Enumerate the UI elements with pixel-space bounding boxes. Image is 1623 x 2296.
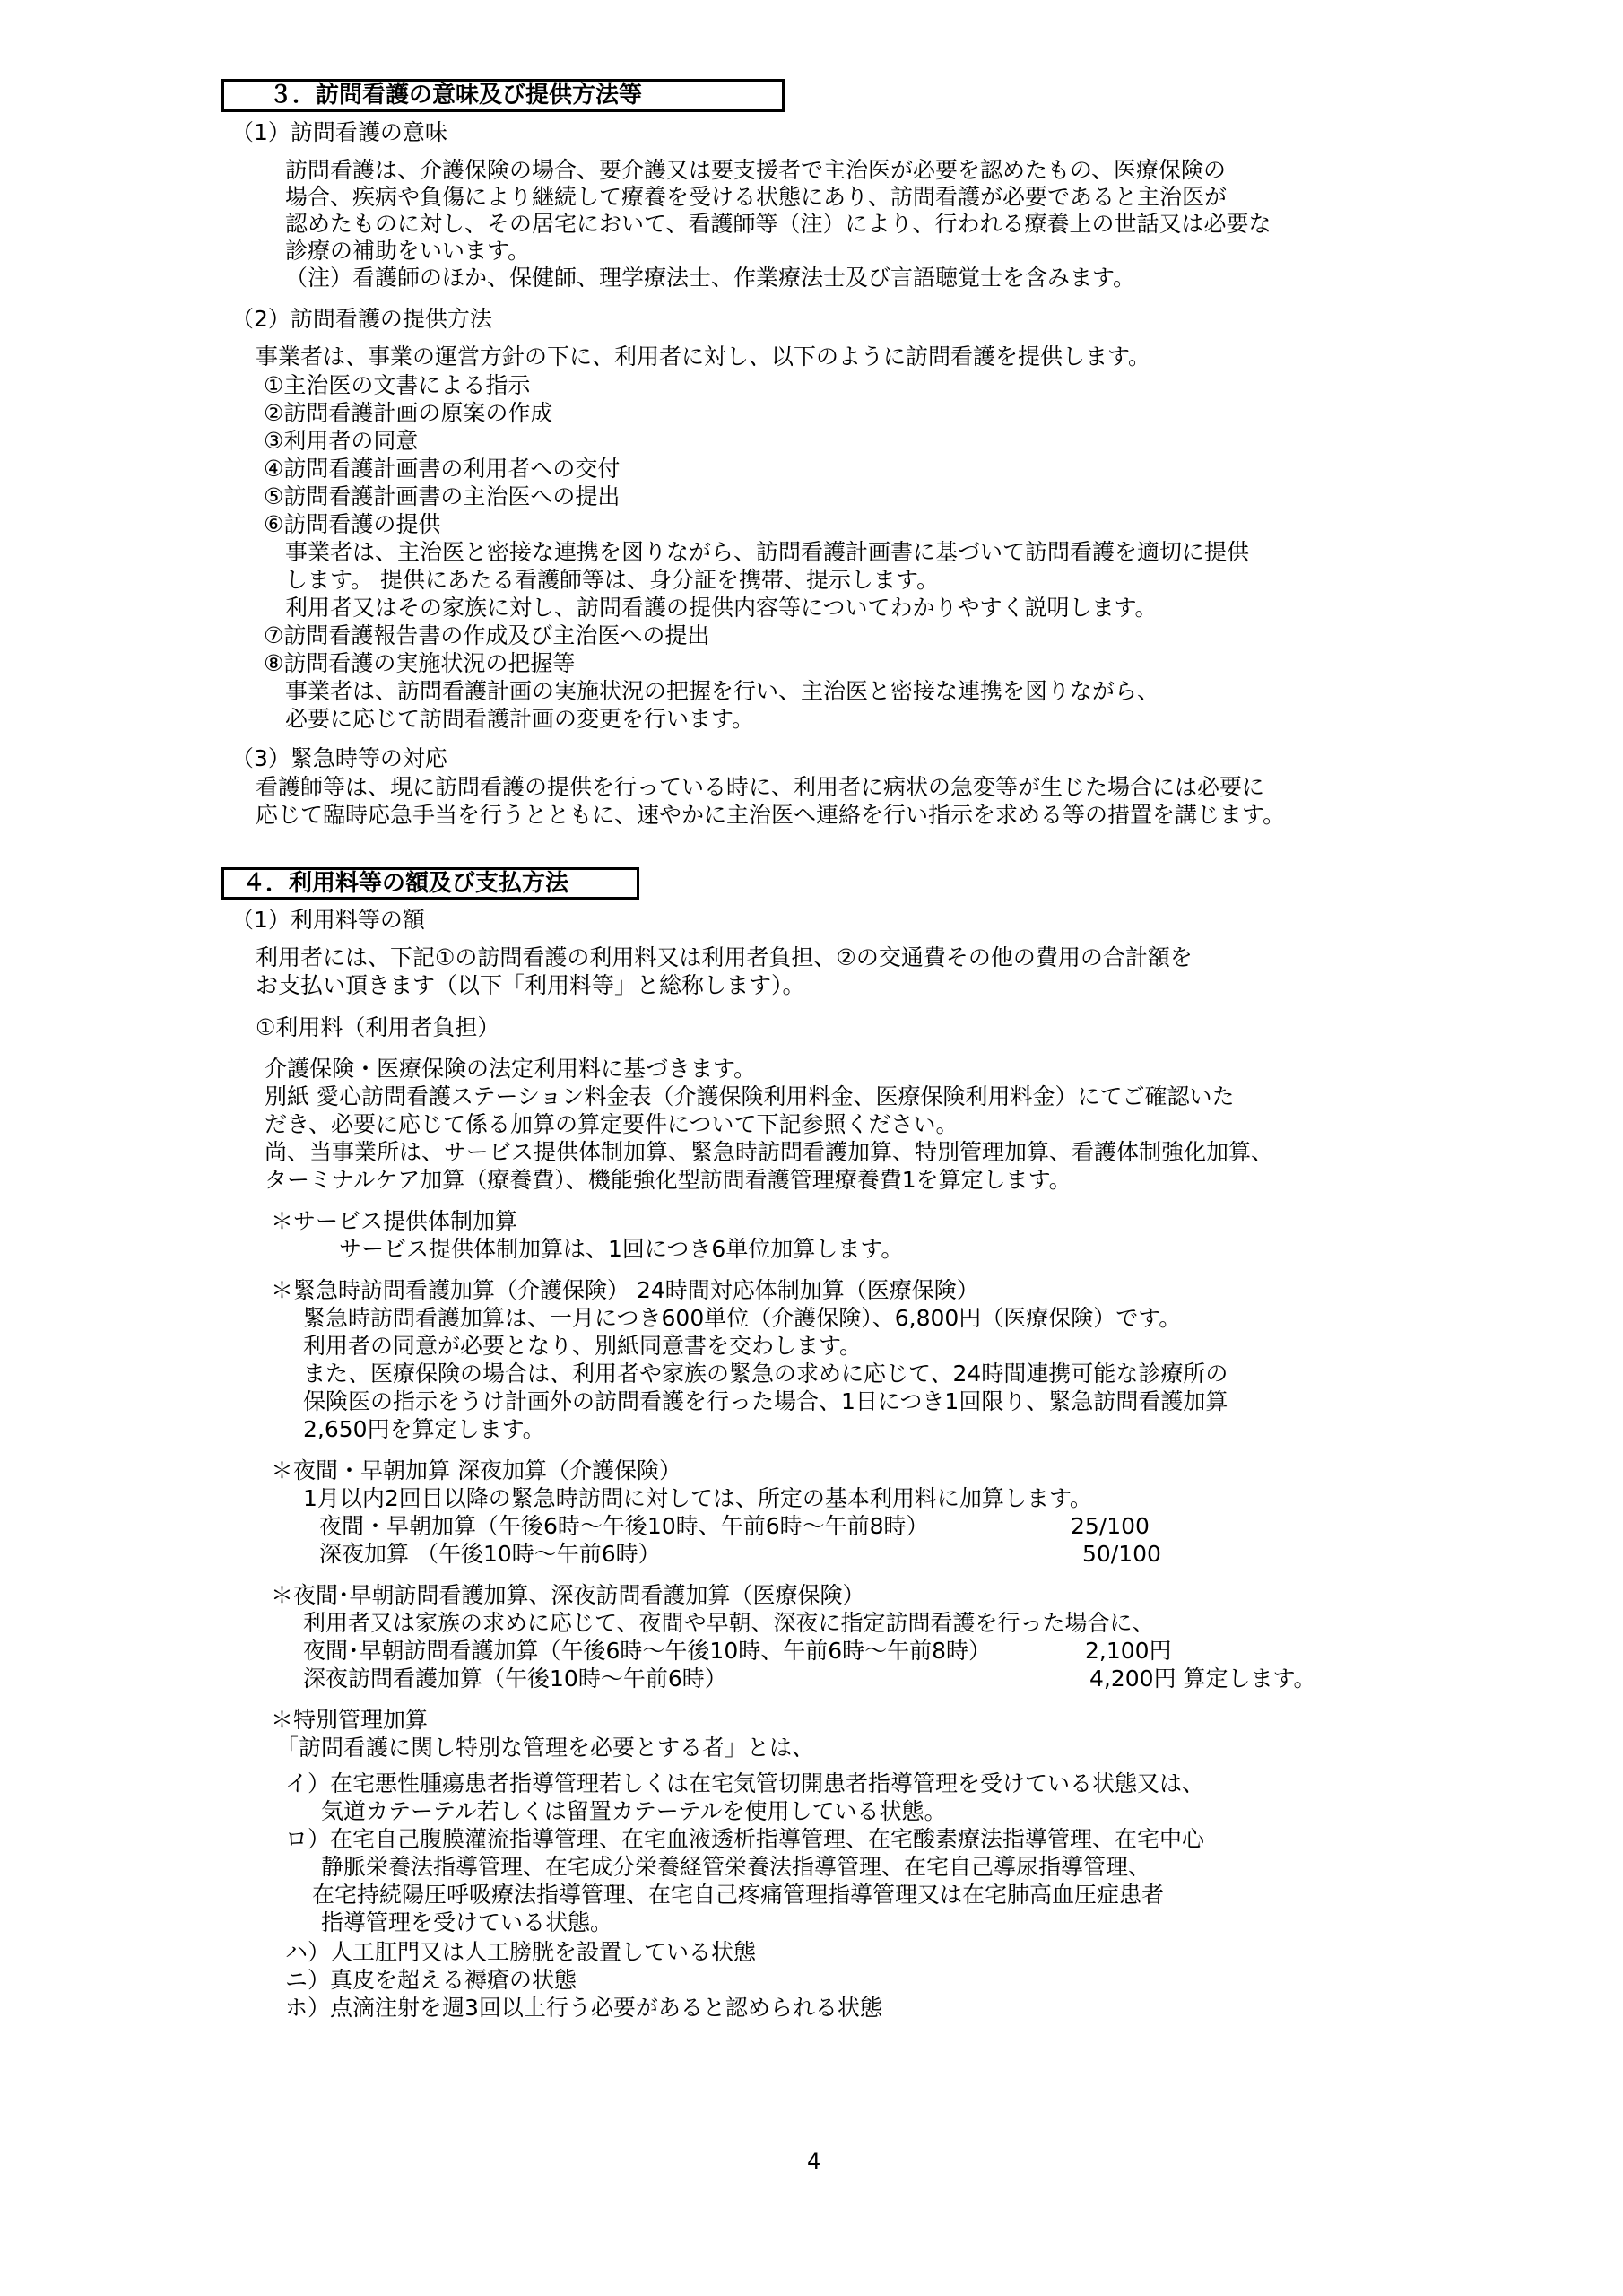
list-item: ①主治医の文書による指示 bbox=[264, 372, 531, 398]
list-item-detail: 必要に応じて訪問看護計画の変更を行います。 bbox=[285, 706, 755, 732]
night-med-line: 利用者又は家族の求めに応じて、夜間や早朝、深夜に指定訪問看護を行った場合に、 bbox=[303, 1610, 1155, 1636]
section3-1-title: （1）訪問看護の意味 bbox=[231, 119, 447, 145]
special-item: ホ）点滴注射を週3回以上行う必要があると認められる状態 bbox=[285, 1995, 882, 2021]
emergency-line: 保険医の指示をうけ計画外の訪問看護を行った場合、1日につき1回限り、緊急訪問看護加算 bbox=[303, 1388, 1228, 1414]
service-title: ＊サービス提供体制加算 bbox=[271, 1208, 518, 1234]
special-item: ハ）人工肛門又は人工膀胱を設置している状態 bbox=[285, 1939, 757, 1965]
night-row-value: 25/100 bbox=[1071, 1513, 1150, 1539]
section3-1-line: 訪問看護は、介護保険の場合、要介護又は要支援者で主治医が必要を認めたもの、医療保険の bbox=[285, 157, 1227, 183]
special-item: イ）在宅悪性腫瘍患者指導管理若しくは在宅気管切開患者指導管理を受けている状態又は、 bbox=[285, 1770, 1205, 1796]
night-title: ＊夜間・早朝加算 深夜加算（介護保険） bbox=[271, 1457, 681, 1483]
list-item: ②訪問看護計画の原案の作成 bbox=[264, 400, 553, 426]
section3-1-note: （注）看護師のほか、保健師、理学療法士、作業療法士及び言語聴覚士を含みます。 bbox=[285, 265, 1136, 291]
section3-3-title: （3）緊急時等の対応 bbox=[231, 745, 447, 771]
list-item: ⑤訪問看護計画書の主治医への提出 bbox=[264, 483, 621, 509]
section3-1-line: 場合、疾病や負傷により継続して療養を受ける状態にあり、訪問看護が必要であると主治医が bbox=[285, 184, 1228, 210]
night-med-row-value: 2,100円 bbox=[1085, 1638, 1172, 1664]
section4-1-line: 利用者には、下記①の訪問看護の利用料又は利用者負担、②の交通費その他の費用の合計額を bbox=[256, 944, 1193, 970]
list-item: ③利用者の同意 bbox=[264, 428, 419, 454]
night-row-value: 50/100 bbox=[1082, 1541, 1161, 1567]
section4-1-title: （1）利用料等の額 bbox=[231, 907, 425, 933]
fee-line: 尚、当事業所は、サービス提供体制加算、緊急時訪問看護加算、特別管理加算、看護体制強化加算、 bbox=[265, 1139, 1274, 1165]
section3-2-title: （2）訪問看護の提供方法 bbox=[231, 306, 492, 332]
list-item-detail: 利用者又はその家族に対し、訪問看護の提供内容等についてわかりやすく説明します。 bbox=[285, 595, 1158, 621]
section3-3-line: 応じて臨時応急手当を行うとともに、速やかに主治医へ連絡を行い指示を求める等の措置を講じます。 bbox=[256, 802, 1286, 828]
night-med-row-label: 夜間･早朝訪問看護加算（午後6時～午後10時、午前6時～午前8時） bbox=[303, 1638, 992, 1664]
emergency-line: 2,650円を算定します。 bbox=[303, 1416, 545, 1442]
list-item-detail: 事業者は、主治医と密接な連携を図りながら、訪問看護計画書に基づいて訪問看護を適切に提供 bbox=[285, 539, 1250, 565]
section4-heading: ４．利用料等の額及び支払方法 bbox=[242, 870, 569, 897]
special-title: ＊特別管理加算 bbox=[271, 1707, 429, 1733]
section3-heading: ３．訪問看護の意味及び提供方法等 bbox=[269, 82, 643, 109]
emergency-line: 利用者の同意が必要となり、別紙同意書を交わします。 bbox=[303, 1333, 863, 1359]
fee-line: 別紙 愛心訪問看護ステーション料金表（介護保険利用料金、医療保険利用料金）にてご確認いた bbox=[265, 1083, 1235, 1109]
special-item: 静脈栄養法指導管理、在宅成分栄養経管栄養法指導管理、在宅自己導尿指導管理、 bbox=[321, 1854, 1151, 1880]
page-number: 4 bbox=[807, 2149, 821, 2174]
list-item: ⑦訪問看護報告書の作成及び主治医への提出 bbox=[264, 622, 710, 648]
list-item: ⑧訪問看護の実施状況の把握等 bbox=[264, 650, 576, 676]
night-row-label: 深夜加算 （午後10時～午前6時） bbox=[319, 1541, 661, 1567]
fee-line: 介護保険・医療保険の法定利用料に基づきます。 bbox=[265, 1056, 757, 1082]
fee-line: だき、必要に応じて係る加算の算定要件について下記参照ください。 bbox=[265, 1111, 959, 1137]
night-line: 1月以内2回目以降の緊急時訪問に対しては、所定の基本利用料に加算します。 bbox=[303, 1485, 1092, 1511]
special-item: 指導管理を受けている状態。 bbox=[321, 1909, 613, 1935]
section3-1-line: 診療の補助をいいます。 bbox=[285, 238, 531, 264]
special-item: 気道カテーテル若しくは留置カテーテルを使用している状態。 bbox=[321, 1798, 947, 1824]
emergency-title: ＊緊急時訪問看護加算（介護保険） 24時間対応体制加算（医療保険） bbox=[271, 1277, 979, 1303]
list-item-detail: 事業者は、訪問看護計画の実施状況の把握を行い、主治医と密接な連携を図りながら、 bbox=[285, 678, 1160, 704]
emergency-line: また、医療保険の場合は、利用者や家族の緊急の求めに応じて、24時間連携可能な診療所の bbox=[303, 1361, 1228, 1387]
fee-title: ①利用料（利用者負担） bbox=[256, 1014, 500, 1040]
fee-line: ターミナルケア加算（療養費）、機能強化型訪問看護管理療養費1を算定します。 bbox=[265, 1167, 1072, 1193]
section3-2-intro: 事業者は、事業の運営方針の下に、利用者に対し、以下のように訪問看護を提供します。 bbox=[256, 344, 1151, 370]
night-row-label: 夜間・早朝加算（午後6時～午後10時、午前6時～午前8時） bbox=[319, 1513, 929, 1539]
list-item-detail: します。 提供にあたる看護師等は、身分証を携帯、提示します。 bbox=[285, 567, 939, 593]
emergency-line: 緊急時訪問看護加算は、一月につき600単位（介護保険）、6,800円（医療保険）です。 bbox=[303, 1305, 1182, 1331]
night-med-row-label: 深夜訪問看護加算（午後10時～午前6時） bbox=[303, 1665, 727, 1692]
special-item: 在宅持続陽圧呼吸療法指導管理、在宅自己疼痛管理指導管理又は在宅肺高血圧症患者 bbox=[312, 1882, 1165, 1908]
special-intro: 「訪問看護に関し特別な管理を必要とする者」とは、 bbox=[276, 1735, 815, 1761]
section4-1-line: お支払い頂きます（以下「利用料等」と総称します）。 bbox=[256, 972, 805, 998]
list-item: ⑥訪問看護の提供 bbox=[264, 511, 441, 537]
service-line: サービス提供体制加算は、1回につき6単位加算します。 bbox=[339, 1236, 904, 1262]
list-item: ④訪問看護計画書の利用者への交付 bbox=[264, 456, 621, 482]
section3-3-line: 看護師等は、現に訪問看護の提供を行っている時に、利用者に病状の急変等が生じた場合には必要に bbox=[256, 774, 1265, 800]
special-item: ニ）真皮を超える褥瘡の状態 bbox=[285, 1967, 577, 1993]
section3-1-line: 認めたものに対し、その居宅において、看護師等（注）により、行われる療養上の世話又は必要な bbox=[285, 211, 1271, 237]
night-med-row-value: 4,200円 算定します。 bbox=[1089, 1665, 1316, 1692]
night-med-title: ＊夜間･早朝訪問看護加算、深夜訪問看護加算（医療保険） bbox=[271, 1582, 865, 1608]
special-item: ロ）在宅自己腹膜灌流指導管理、在宅血液透析指導管理、在宅酸素療法指導管理、在宅中心 bbox=[285, 1826, 1205, 1852]
